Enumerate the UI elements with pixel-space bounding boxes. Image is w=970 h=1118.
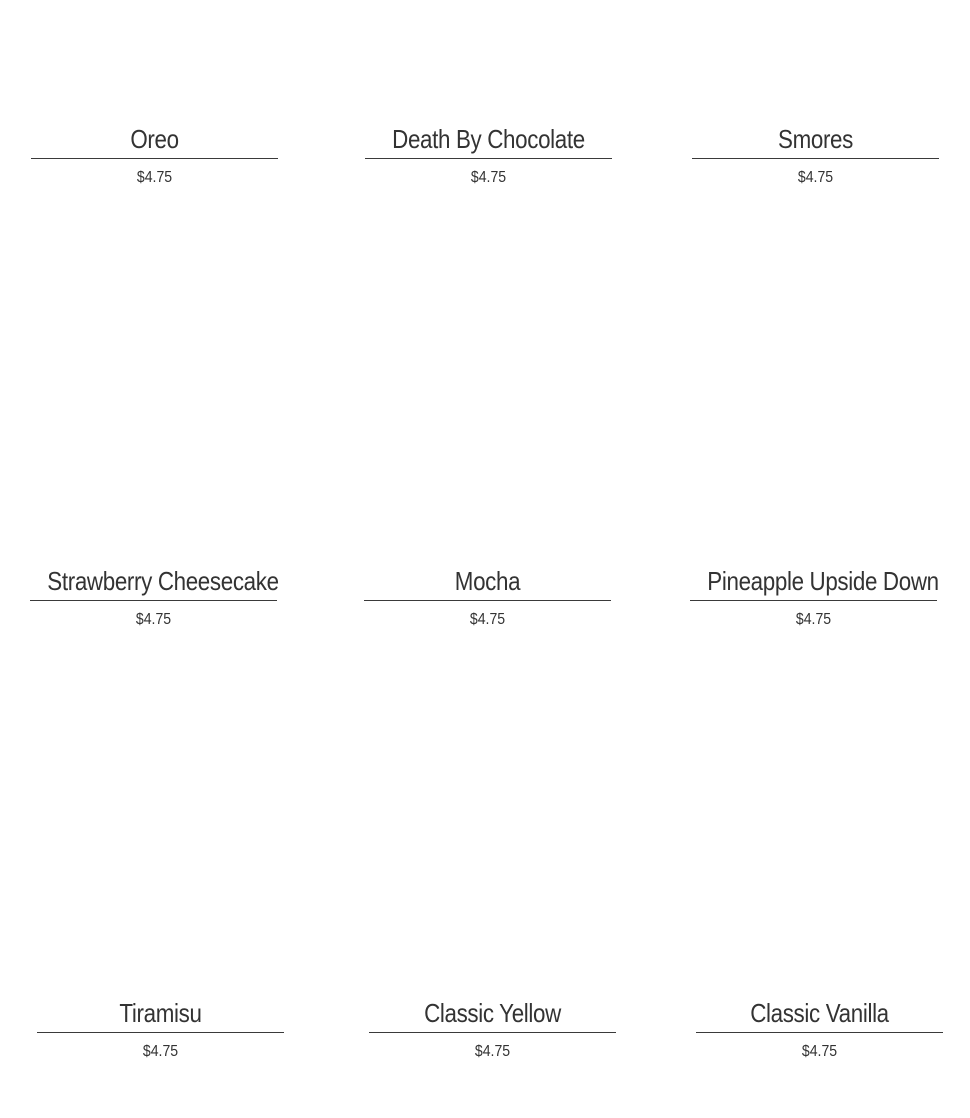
menu-item-price: $4.75	[135, 611, 172, 628]
divider	[692, 158, 939, 159]
menu-item-price: $4.75	[142, 1043, 179, 1060]
menu-item-death-by-chocolate[interactable]	[365, 120, 612, 188]
menu-item-name[interactable]: Oreo	[130, 124, 179, 154]
menu-item-name[interactable]: Mocha	[454, 566, 521, 596]
divider	[690, 600, 937, 601]
menu-item-price: $4.75	[470, 169, 507, 186]
menu-item-classic-vanilla[interactable]	[696, 994, 943, 1062]
divider	[364, 600, 611, 601]
menu-item-name[interactable]: Smores	[778, 124, 853, 154]
menu-item-tiramisu[interactable]	[37, 994, 284, 1062]
menu-item-price: $4.75	[801, 1043, 838, 1060]
menu-item-name[interactable]: Classic Yellow	[424, 998, 561, 1028]
menu-item-name[interactable]: Death By Chocolate	[392, 124, 585, 154]
divider	[369, 1032, 616, 1033]
menu-item-name[interactable]: Strawberry Cheesecake	[47, 566, 279, 596]
menu-item-classic-yellow[interactable]	[369, 994, 616, 1062]
menu-item-name[interactable]: Classic Vanilla	[750, 998, 889, 1028]
menu-item-mocha[interactable]	[364, 562, 611, 630]
menu-item-name[interactable]: Pineapple Upside Down	[707, 566, 939, 596]
menu-item-price: $4.75	[474, 1043, 511, 1060]
menu-item-price: $4.75	[797, 169, 834, 186]
divider	[696, 1032, 943, 1033]
menu-item-smores[interactable]	[692, 120, 939, 188]
menu-item-price: $4.75	[469, 611, 506, 628]
divider	[365, 158, 612, 159]
divider	[31, 158, 278, 159]
menu-item-oreo[interactable]	[31, 120, 278, 188]
menu-item-price: $4.75	[136, 169, 173, 186]
divider	[30, 600, 277, 601]
menu-item-name[interactable]: Tiramisu	[119, 998, 202, 1028]
menu-item-price: $4.75	[795, 611, 832, 628]
menu-item-strawberry-cheesecake[interactable]	[30, 562, 277, 630]
divider	[37, 1032, 284, 1033]
menu-item-pineapple-upside-down[interactable]	[690, 562, 937, 630]
